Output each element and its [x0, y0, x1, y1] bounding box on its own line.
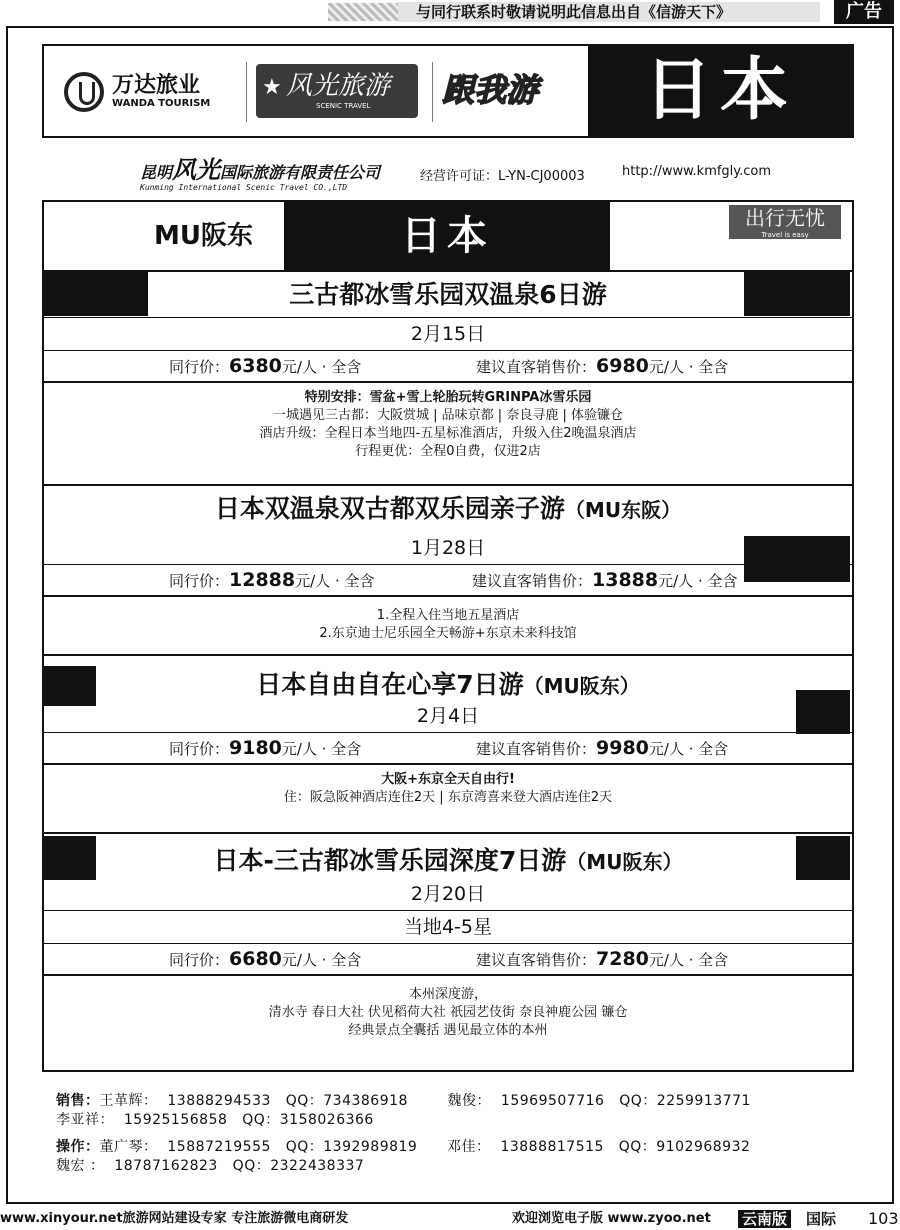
- retail-price-label: 建议直客销售价：: [476, 740, 597, 758]
- destination-title: 日本: [284, 202, 610, 270]
- retail-price-label: 建议直客销售价：: [472, 572, 593, 590]
- fengguang-name: 风光旅游: [286, 71, 391, 101]
- operations-label: 操作：: [56, 1139, 100, 1155]
- tour-highlights: [44, 383, 852, 461]
- route-label: MU阪东: [154, 221, 253, 251]
- divider: [246, 62, 247, 122]
- departure-date: 2月4日: [44, 700, 852, 733]
- fengguang-name-en: SCENIC TRAVEL: [316, 102, 371, 110]
- license-number: 经营许可证：L-YN-CJ00003: [420, 169, 585, 184]
- star-icon: ★: [262, 75, 282, 100]
- peer-price-label: 同行价：: [169, 572, 230, 590]
- retail-price-unit: 元/人 · 全含: [648, 358, 729, 376]
- peer-price: 9180: [229, 737, 282, 759]
- departure-date: 1月28日: [44, 532, 852, 565]
- tour-title: 三古都冰雪乐园双温泉6日游: [289, 280, 607, 309]
- tour-product: [44, 654, 852, 807]
- country-title: 日本: [588, 46, 852, 136]
- ad-label: 广告: [834, 0, 894, 24]
- wanda-name-cn: 万达旅业: [112, 73, 201, 98]
- retail-price: 13888: [592, 569, 659, 591]
- tour-highlights: [44, 765, 852, 807]
- tour-highlights: [44, 597, 852, 643]
- page-number: 103: [868, 1209, 899, 1228]
- peer-price: 6380: [229, 355, 282, 377]
- peer-price: 12888: [229, 569, 296, 591]
- top-banner: [0, 0, 900, 24]
- company-name: [140, 156, 381, 193]
- contact-line: 魏宏 ： 18787162823 QQ：2322438337: [56, 1158, 365, 1174]
- tour-title: 日本-三古都冰雪乐园深度7日游（MU阪东）: [213, 846, 683, 875]
- departure-date: 2月15日: [44, 318, 852, 351]
- website-link[interactable]: http://www.kmfgly.com: [622, 164, 772, 179]
- edition-badge: 云南版: [738, 1210, 791, 1228]
- fengguang-logo: [256, 64, 418, 118]
- retail-price: 7280: [596, 948, 649, 970]
- highlight-line: 本州深度游，: [408, 987, 487, 1002]
- travel-slogan-logo: [729, 205, 841, 239]
- footer-ebook-link[interactable]: 欢迎浏览电子版 www.zyoo.net: [512, 1211, 711, 1226]
- tour-product: [44, 484, 852, 643]
- peer-price-label: 同行价：: [169, 740, 230, 758]
- title-decoration-block: [796, 690, 850, 734]
- retail-price: 9980: [596, 737, 649, 759]
- retail-price: 6980: [596, 355, 649, 377]
- page-footer: [0, 1208, 900, 1230]
- source-notice: 与同行联系时敬请说明此信息出自《信游天下》: [398, 2, 820, 22]
- price-row: [44, 351, 852, 383]
- tour-title: 日本双温泉双古都双乐园亲子游（MU东阪）: [214, 494, 682, 523]
- product-board: [42, 200, 854, 1072]
- retail-price-unit: 元/人 · 全含: [648, 740, 729, 758]
- peer-price-unit: 元/人 · 全含: [281, 951, 362, 969]
- departure-date: 2月20日: [44, 878, 852, 911]
- highlight-line: 住：阪急阪神酒店连住2天 | 东京湾喜来登大酒店连住2天: [283, 790, 613, 805]
- highlight-line: 2.东京迪士尼乐园全天畅游+东京未来科技馆: [319, 626, 577, 641]
- divider: [432, 62, 433, 122]
- highlight-line: 1.全程入住当地五星酒店: [376, 608, 520, 623]
- sales-label: 销售：: [56, 1093, 100, 1109]
- peer-price-unit: 元/人 · 全含: [281, 358, 362, 376]
- highlight-line: 特别安排：雪盆+雪上轮胎玩转GRINPA冰雪乐园: [304, 390, 592, 405]
- contact-line: 董广琴： 15887219555 QQ：1392989819 邓佳： 13888817515 QQ：9102968932: [99, 1139, 751, 1155]
- retail-price-label: 建议直客销售价：: [476, 951, 597, 969]
- company-brand: 风光: [172, 156, 221, 184]
- slogan-text-en: Travel is easy: [761, 231, 809, 239]
- pattern-decoration: [328, 3, 398, 21]
- company-prefix: 昆明: [140, 163, 173, 182]
- genwo-logo: 跟我游: [442, 71, 539, 109]
- section-label: 国际: [806, 1210, 837, 1228]
- contact-line: 李亚祥： 15925156858 QQ：3158026366: [56, 1112, 374, 1128]
- slogan-text: 出行无忧: [745, 206, 825, 230]
- peer-price-label: 同行价：: [169, 358, 230, 376]
- price-row: [44, 733, 852, 765]
- peer-price: 6680: [229, 948, 282, 970]
- peer-price-label: 同行价：: [169, 951, 230, 969]
- route-header: [44, 202, 852, 270]
- tour-title: 日本自由自在心享7日游（MU阪东）: [256, 670, 640, 699]
- highlight-line: 行程更优：全程0自费，仅进2店: [355, 444, 541, 459]
- retail-price-label: 建议直客销售价：: [476, 358, 597, 376]
- retail-price-unit: 元/人 · 全含: [658, 572, 738, 590]
- brand-header: [42, 44, 854, 138]
- footer-left-text: www.xinyour.net旅游网站建设专家 专注旅游微电商研发: [0, 1211, 349, 1226]
- peer-price-unit: 元/人 · 全含: [295, 572, 375, 590]
- wanda-name-en: WANDA TOURISM: [112, 98, 211, 109]
- price-row: [44, 944, 852, 976]
- tour-product: [44, 832, 852, 1040]
- contact-line: 王革辉： 13888294533 QQ：734386918 魏俊： 15969507716 QQ：2259913771: [99, 1093, 751, 1109]
- wanda-logo: [64, 72, 210, 112]
- highlight-line: 一城遇见三古都：大阪赏城 | 品味京都 | 奈良寻鹿 | 体验镰仓: [273, 408, 623, 423]
- wanda-emblem-icon: [64, 72, 104, 112]
- tour-product: [44, 270, 852, 461]
- company-suffix: 国际旅游有限责任公司: [220, 163, 381, 182]
- peer-price-unit: 元/人 · 全含: [281, 740, 362, 758]
- hotel-level: 当地4-5星: [44, 911, 852, 944]
- tour-highlights: [44, 976, 852, 1040]
- highlight-line: 大阪+东京全天自由行!: [381, 772, 515, 787]
- highlight-line: 清水寺 春日大社 伏见稻荷大社 祇园艺伎街 奈良神鹿公园 镰仓: [268, 1005, 628, 1020]
- retail-price-unit: 元/人 · 全含: [648, 951, 729, 969]
- company-name-en: Kunming International Scenic Travel CO.,LTD: [140, 183, 348, 192]
- highlight-line: 酒店升级：全程日本当地四-五星标准酒店，升级入住2晚温泉酒店: [259, 426, 637, 441]
- highlight-line: 经典景点全囊括 遇见最立体的本州: [348, 1023, 548, 1038]
- sales-contacts: [56, 1092, 751, 1130]
- price-row: [44, 565, 852, 597]
- operation-contacts: [56, 1138, 750, 1176]
